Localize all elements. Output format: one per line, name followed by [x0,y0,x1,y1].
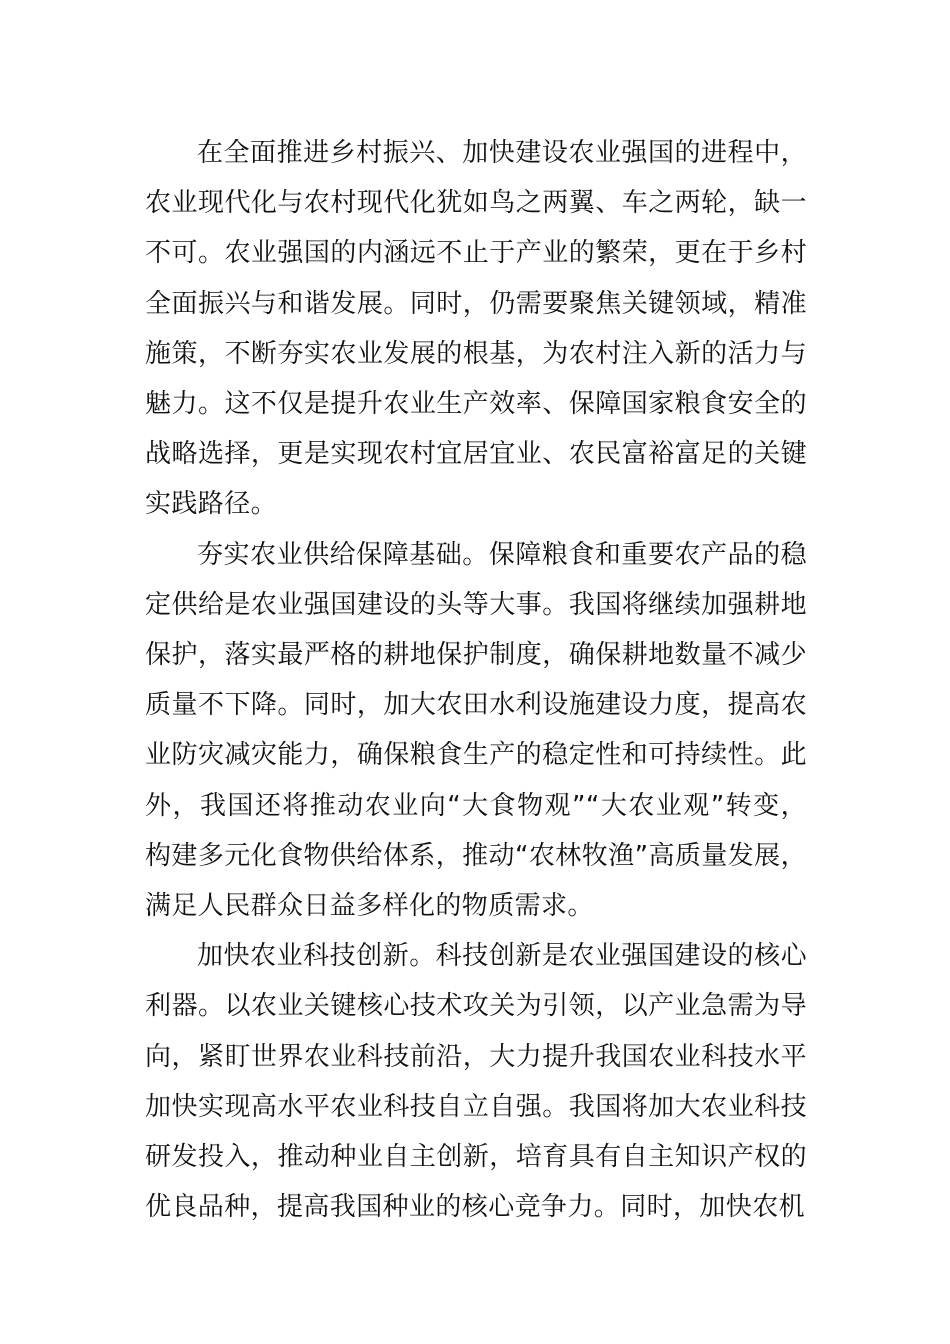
paragraph-intro: 在全面推进乡村振兴、加快建设农业强国的进程中，农业现代化与农村现代化犹如鸟之两翼、车之两轮，缺一不可。农业强国的内涵远不止于产业的繁荣，更在于乡村全面振兴与和谐发展。同时，仍需要聚焦关键领域，精准施策，不断夯实农业发展的根基，为农村注入新的活力与魅力。这不仅是提升农业生产效率、保障国家粮食安全的战略选择，更是实现农村宜居宜业、农民富裕富足的关键实践路径。 [145,138,807,520]
article-body [145,128,807,1232]
paragraph-agricultural-supply: 夯实农业供给保障基础。保障粮食和重要农产品的稳定供给是农业强国建设的头等大事。我国将继续加强耕地保护，落实最严格的耕地保护制度，确保耕地数量不减少质量不下降。同时，加大农田水利设施建设力度，提高农业防灾减灾能力，确保粮食生产的稳定性和可持续性。此外，我国还将推动农业向“大食物观”“大农业观”转变，构建多元化食物供给体系，推动“农林牧渔”高质量发展，满足人民群众日益多样化的物质需求。 [145,539,807,922]
paragraph-agricultural-innovation: 加快农业科技创新。科技创新是农业强国建设的核心利器。以农业关键核心技术攻关为引领，以产业急需为导向，紧盯世界农业科技前沿，大力提升我国农业科技水平加快实现高水平农业科技自立自强。我国将加大农业科技研发投入，推动种业自主创新，培育具有自主知识产权的优良品种，提高我国种业的核心竞争力。同时，加快农机 [145,941,807,1223]
